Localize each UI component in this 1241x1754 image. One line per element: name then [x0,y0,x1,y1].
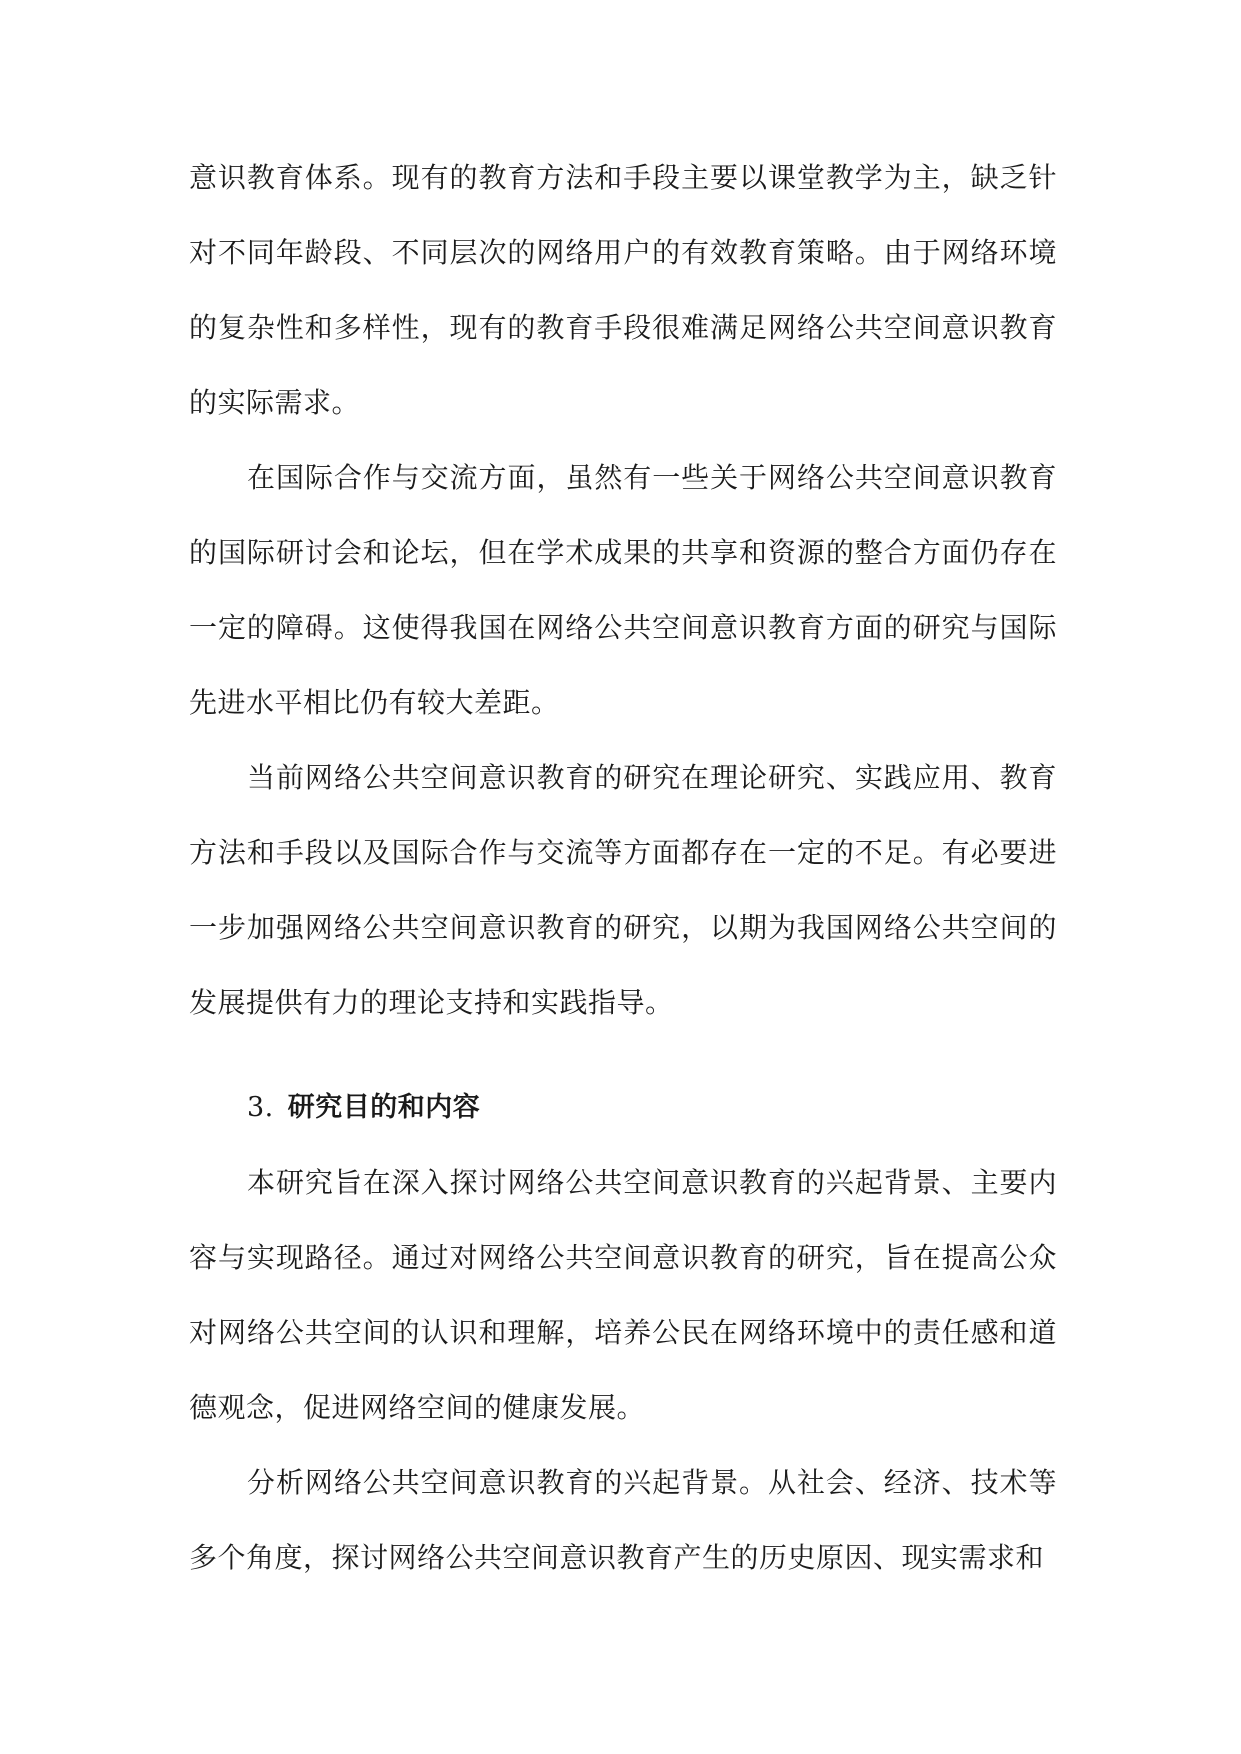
section-title: 研究目的和内容 [287,1092,481,1123]
section-heading [189,1070,1057,1145]
paragraph-background-analysis: 分析网络公共空间意识教育的兴起背景。从社会、经济、技术等多个角度，探讨网络公共空间意识教育产生的历史原因、现实需求和 [189,1466,1057,1574]
document-body [189,140,1057,1595]
section-number: 3. [247,1092,274,1123]
paragraph-continued: 意识教育体系。现有的教育方法和手段主要以课堂教学为主，缺乏针对不同年龄段、不同层次的网络用户的有效教育策略。由于网络环境的复杂性和多样性，现有的教育手段很难满足网络公共空间意识教育的实际需求。 [189,161,1057,419]
paragraph-international-cooperation: 在国际合作与交流方面，虽然有一些关于网络公共空间意识教育的国际研讨会和论坛，但在学术成果的共享和资源的整合方面仍存在一定的障碍。这使得我国在网络公共空间意识教育方面的研究与国际先进水平相比仍有较大差距。 [189,461,1057,719]
paragraph-research-purpose: 本研究旨在深入探讨网络公共空间意识教育的兴起背景、主要内容与实现路径。通过对网络公共空间意识教育的研究，旨在提高公众对网络公共空间的认识和理解，培养公民在网络环境中的责任感和道德观念，促进网络空间的健康发展。 [189,1166,1057,1424]
paragraph-research-shortcomings: 当前网络公共空间意识教育的研究在理论研究、实践应用、教育方法和手段以及国际合作与交流等方面都存在一定的不足。有必要进一步加强网络公共空间意识教育的研究，以期为我国网络公共空间的发展提供有力的理论支持和实践指导。 [189,761,1057,1019]
